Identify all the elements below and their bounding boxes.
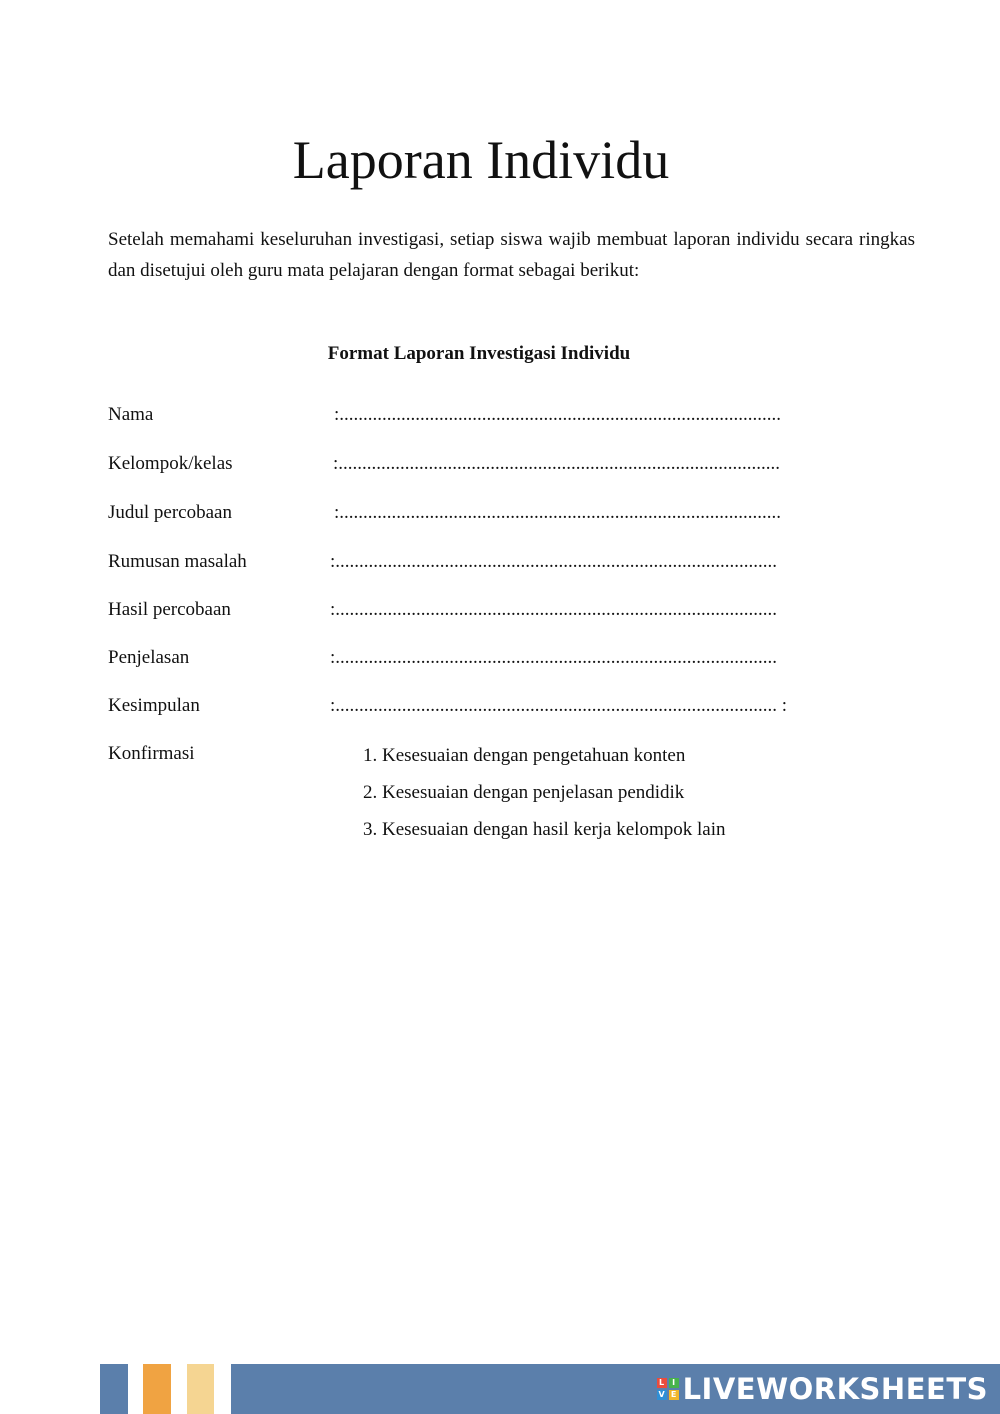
logo-letter-e: E <box>669 1390 679 1400</box>
list-item: 2. Kesesuaian dengan penjelasan pendidik <box>363 782 685 803</box>
field-fill-line[interactable]: :............................................................................................. : <box>330 695 788 716</box>
section-title: Format Laporan Investigasi Individu <box>327 343 631 364</box>
liveworksheets-logo[interactable] <box>657 1372 988 1406</box>
field-fill-line[interactable]: :............................................................................................. <box>330 551 778 572</box>
list-item: 1. Kesesuaian dengan pengetahuan konten <box>363 745 686 766</box>
field-label: Nama <box>108 404 154 425</box>
field-fill-line[interactable]: :............................................................................................. <box>334 502 782 523</box>
field-label: Kelompok/kelas <box>108 453 233 474</box>
footer-stripe-orange <box>143 1364 171 1414</box>
footer-stripe-tan <box>187 1364 214 1414</box>
intro-paragraph: Setelah memahami keseluruhan investigasi, setiap siswa wajib membuat laporan individu secara ringkas dan disetujui oleh guru mata pelajaran dengan format sebagai berikut: <box>108 229 915 281</box>
field-fill-line[interactable]: :............................................................................................. <box>330 599 778 620</box>
field-fill-line[interactable]: :............................................................................................. <box>330 647 778 668</box>
confirmation-label: Konfirmasi <box>108 743 195 764</box>
field-label: Hasil percobaan <box>108 599 231 620</box>
logo-text: LIVEWORKSHEETS <box>682 1372 988 1406</box>
logo-letter-i: I <box>669 1378 679 1388</box>
field-fill-line[interactable]: :............................................................................................. <box>334 404 782 425</box>
page-title: Laporan Individu <box>292 130 670 190</box>
field-label: Judul percobaan <box>108 502 232 523</box>
logo-mark-icon <box>657 1378 679 1400</box>
field-fill-line[interactable]: :............................................................................................. <box>333 453 781 474</box>
footer-band <box>0 1364 1000 1414</box>
logo-letter-l: L <box>657 1378 667 1388</box>
field-label: Penjelasan <box>108 647 190 668</box>
logo-letter-v: V <box>658 1390 665 1399</box>
footer-stripe-blue <box>100 1364 128 1414</box>
field-label: Rumusan masalah <box>108 551 247 572</box>
field-label: Kesimpulan <box>108 695 200 716</box>
confirmation-list <box>363 742 725 853</box>
list-item: 3. Kesesuaian dengan hasil kerja kelompok lain <box>363 819 726 840</box>
